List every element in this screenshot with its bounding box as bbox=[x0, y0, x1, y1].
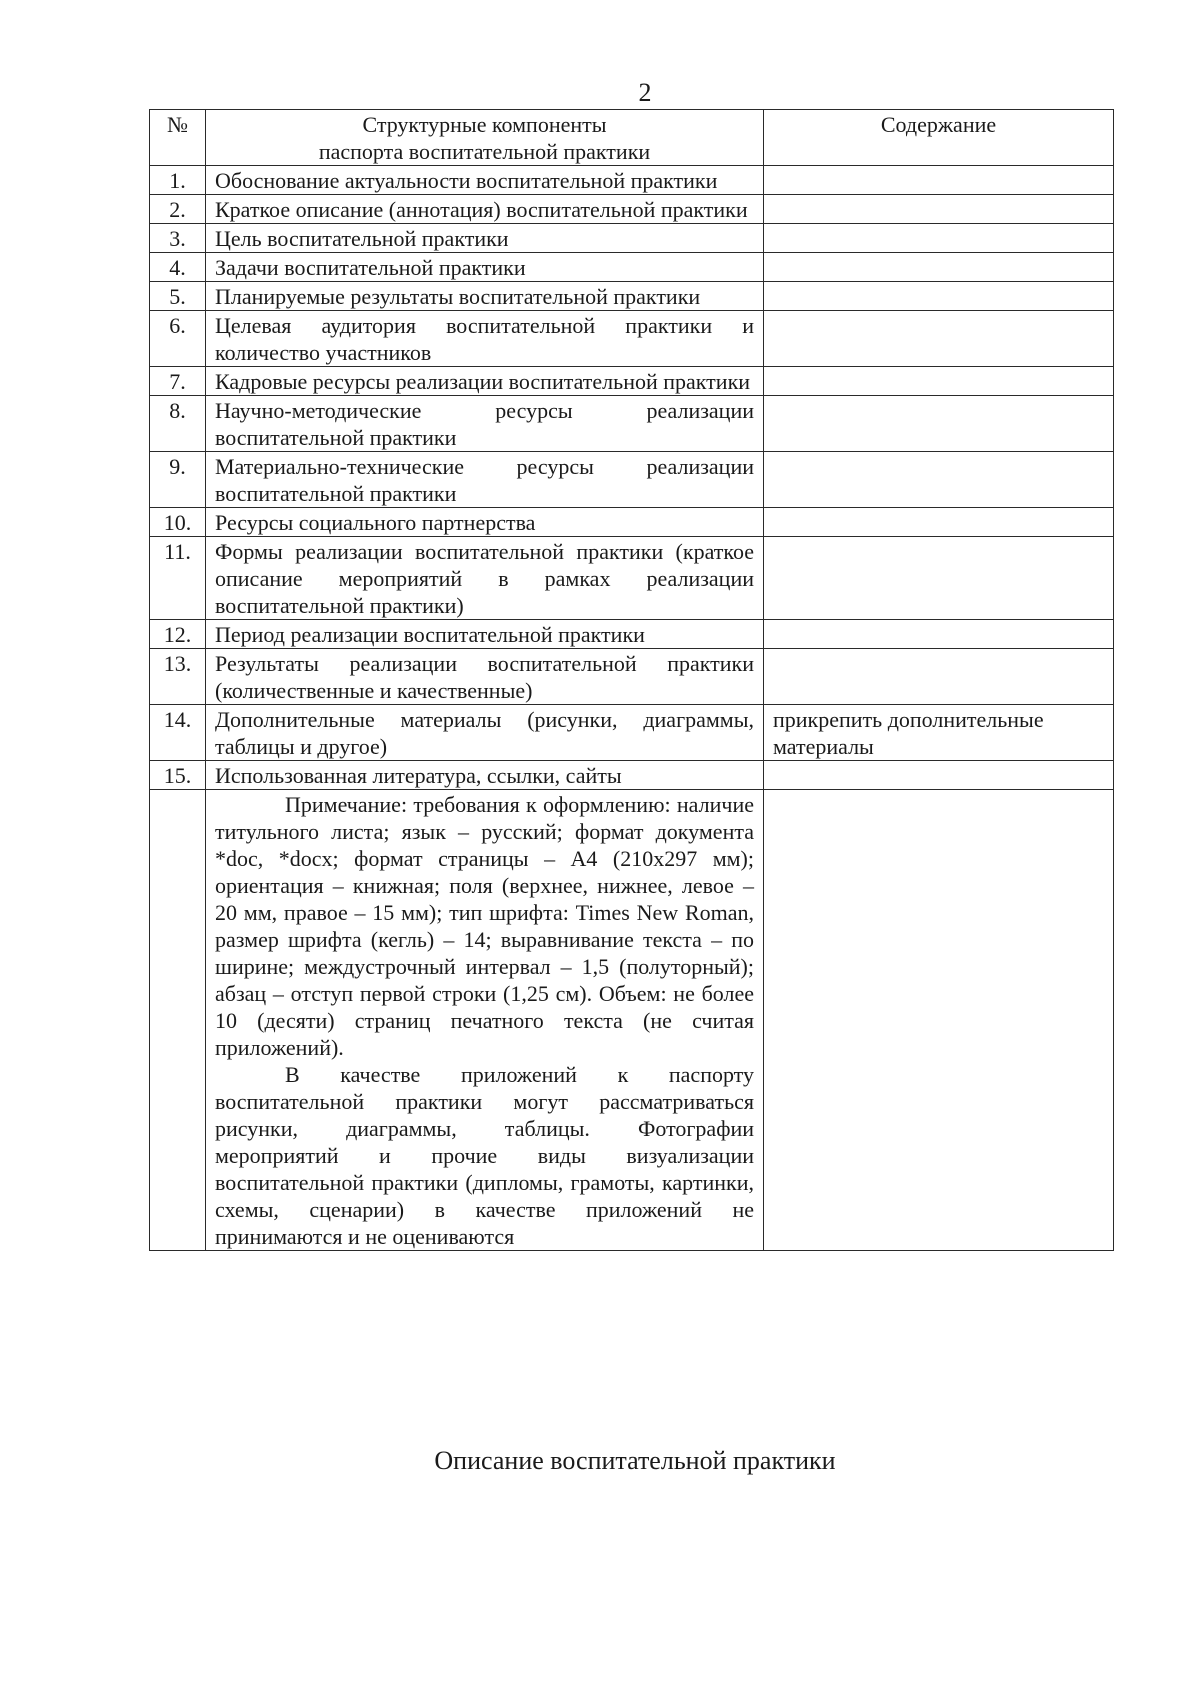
row-content bbox=[764, 224, 1114, 253]
row-number: 4. bbox=[150, 253, 206, 282]
table-body bbox=[150, 166, 1114, 1251]
row-component: Научно-методические ресурсы реализации воспитательной практики bbox=[206, 396, 764, 452]
table-row bbox=[150, 367, 1114, 396]
row-component: Период реализации воспитательной практики bbox=[206, 620, 764, 649]
row-number: 9. bbox=[150, 452, 206, 508]
table-row bbox=[150, 253, 1114, 282]
row-number: 6. bbox=[150, 311, 206, 367]
header-content: Содержание bbox=[764, 110, 1114, 166]
header-components-line2: паспорта воспитательной практики bbox=[318, 139, 651, 164]
row-component: Формы реализации воспитательной практики (краткое описание мероприятий в рамках реализации воспитательной практики) bbox=[206, 537, 764, 620]
row-number: 1. bbox=[150, 166, 206, 195]
table-row bbox=[150, 761, 1114, 790]
table-header-row bbox=[150, 110, 1114, 166]
row-number: 8. bbox=[150, 396, 206, 452]
row-content bbox=[764, 649, 1114, 705]
note-number-cell bbox=[150, 790, 206, 1251]
row-content bbox=[764, 195, 1114, 224]
header-number: № bbox=[150, 110, 206, 166]
row-component: Дополнительные материалы (рисунки, диаграммы, таблицы и другое) bbox=[206, 705, 764, 761]
row-content bbox=[764, 367, 1114, 396]
row-component: Результаты реализации воспитательной практики (количественные и качественные) bbox=[206, 649, 764, 705]
table-row bbox=[150, 195, 1114, 224]
header-components bbox=[206, 110, 764, 166]
row-component: Задачи воспитательной практики bbox=[206, 253, 764, 282]
page-number: 2 bbox=[638, 78, 652, 107]
row-component: Краткое описание (аннотация) воспитательной практики bbox=[206, 195, 764, 224]
row-number: 2. bbox=[150, 195, 206, 224]
table-row bbox=[150, 649, 1114, 705]
row-component: Целевая аудитория воспитательной практики и количество участников bbox=[206, 311, 764, 367]
note-row bbox=[150, 790, 1114, 1251]
row-number: 11. bbox=[150, 537, 206, 620]
row-number: 7. bbox=[150, 367, 206, 396]
row-content bbox=[764, 282, 1114, 311]
row-component: Материально-технические ресурсы реализации воспитательной практики bbox=[206, 452, 764, 508]
row-content bbox=[764, 396, 1114, 452]
note-content-cell bbox=[764, 790, 1114, 1251]
table-row bbox=[150, 166, 1114, 195]
note-cell bbox=[206, 790, 764, 1251]
table-row bbox=[150, 396, 1114, 452]
table-row bbox=[150, 508, 1114, 537]
table-row bbox=[150, 705, 1114, 761]
row-component: Планируемые результаты воспитательной практики bbox=[206, 282, 764, 311]
row-content bbox=[764, 166, 1114, 195]
note-paragraph-appendices: В качестве приложений к паспорту воспитательной практики могут рассматриваться рисунки, диаграммы, таблицы. Фотографии мероприятий и прочие виды визуализации воспитательной практики (дипломы, грамоты, картинки, схемы, сценарии) в качестве приложений не принимаются и не оцениваются bbox=[215, 1062, 754, 1249]
row-component: Кадровые ресурсы реализации воспитательной практики bbox=[206, 367, 764, 396]
table-row bbox=[150, 452, 1114, 508]
row-number: 10. bbox=[150, 508, 206, 537]
table-row bbox=[150, 311, 1114, 367]
row-content bbox=[764, 508, 1114, 537]
row-number: 14. bbox=[150, 705, 206, 761]
table-row bbox=[150, 224, 1114, 253]
row-content bbox=[764, 253, 1114, 282]
header-components-line1: Структурные компоненты bbox=[362, 112, 607, 137]
row-number: 5. bbox=[150, 282, 206, 311]
note-paragraph-requirements: Примечание: требования к оформлению: наличие титульного листа; язык – русский; формат документа *doc, *docx; формат страницы – А4 (210х297 мм); ориентация – книжная; поля (верхнее, нижнее, левое – 20 мм, правое – 15 мм); тип шрифта: Times New Roman, размер шрифта (кегль) – 14; выравнивание текста – по ширине; междустрочный интервал – 1,5 (полуторный); абзац – отступ первой строки (1,25 см). Объем: не более 10 (десяти) страниц печатного текста (не считая приложений). bbox=[215, 792, 754, 1060]
row-content bbox=[764, 537, 1114, 620]
row-component: Обоснование актуальности воспитательной практики bbox=[206, 166, 764, 195]
row-number: 15. bbox=[150, 761, 206, 790]
row-content bbox=[764, 761, 1114, 790]
row-number: 13. bbox=[150, 649, 206, 705]
passport-table bbox=[149, 109, 1114, 1251]
row-component: Ресурсы социального партнерства bbox=[206, 508, 764, 537]
row-component: Цель воспитательной практики bbox=[206, 224, 764, 253]
row-content bbox=[764, 452, 1114, 508]
row-content bbox=[764, 620, 1114, 649]
row-content: прикрепить дополнительные материалы bbox=[764, 705, 1114, 761]
row-number: 3. bbox=[150, 224, 206, 253]
table-row bbox=[150, 282, 1114, 311]
row-number: 12. bbox=[150, 620, 206, 649]
table-row bbox=[150, 537, 1114, 620]
row-content bbox=[764, 311, 1114, 367]
row-component: Использованная литература, ссылки, сайты bbox=[206, 761, 764, 790]
table-row bbox=[150, 620, 1114, 649]
section-title: Описание воспитательной практики bbox=[434, 1446, 836, 1475]
